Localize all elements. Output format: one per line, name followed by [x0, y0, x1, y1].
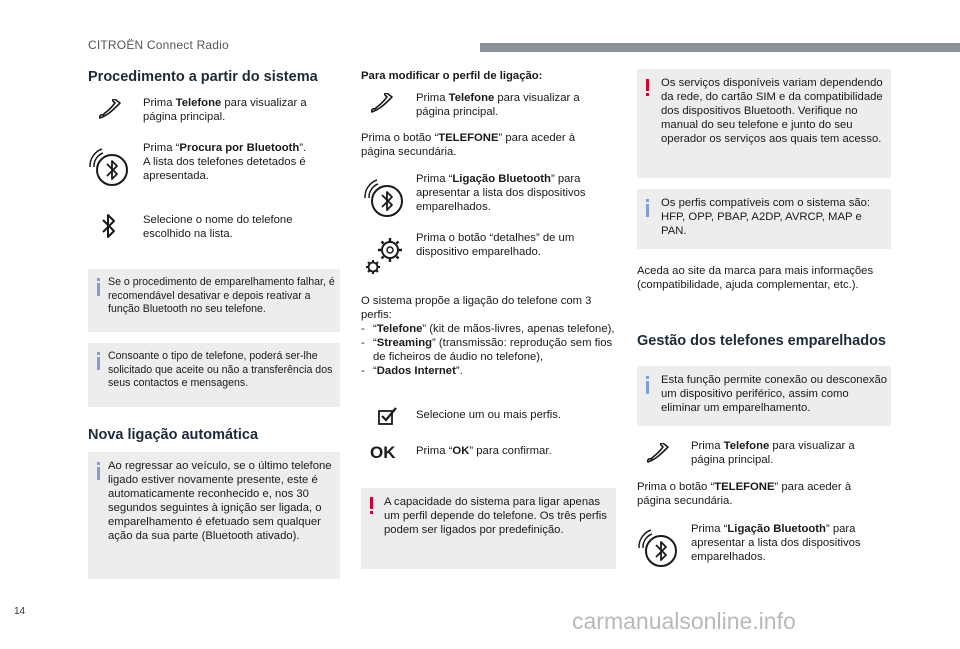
- header-bar: [480, 43, 960, 52]
- section-heading-nova-ligacao: Nova ligação automática: [88, 427, 259, 443]
- list-item: - “Telefone” (kit de mãos-livres, apenas telefone),: [361, 323, 615, 335]
- profile-list: [361, 322, 621, 378]
- info-note: Consoante o tipo de telefone, poderá ser-lhe solicitado que aceite ou não a transferência dos seus contactos e mensagens.: [88, 343, 340, 407]
- page-number: 14: [14, 606, 26, 617]
- list-item: - “Dados Internet”.: [361, 365, 463, 377]
- page-header-title: CITROËN Connect Radio: [88, 38, 229, 52]
- info-note: Esta função permite conexão ou desconexão um dispositivo periférico, assim como eliminar um emparelhamento.: [637, 366, 891, 426]
- instruction-text: Prima Telefone para visualizar a página principal.: [416, 92, 580, 118]
- instruction-text: Prima “Procura por Bluetooth”. A lista dos telefones detetados é apresentada.: [143, 142, 307, 182]
- instruction-text: Prima o botão “detalhes” de um dispositivo emparelhado.: [416, 232, 575, 258]
- info-note: Ao regressar ao veículo, se o último telefone ligado estiver novamente presente, este é automaticamente reconhecido e, nos 30 segundos seguintes à ignição ser ligada, o emparelhamento é efetuado sem qualquer ação da sua parte (Bluetooth ativado).: [88, 452, 340, 579]
- watermark: carmanualsonline.info: [572, 608, 796, 634]
- phone-handset-icon: [369, 93, 395, 115]
- instruction-text: Prima “OK” para confirmar.: [416, 445, 552, 457]
- instruction-text: Prima Telefone para visualizar a página principal.: [143, 97, 307, 123]
- section-heading-procedimento: Procedimento a partir do sistema: [88, 69, 318, 85]
- list-item: - “Streaming” (transmissão: reprodução sem fios de ficheiros de áudio no telefone),: [361, 337, 613, 363]
- instruction-text: Selecione um ou mais perfis.: [416, 409, 562, 421]
- bluetooth-connect-icon: [363, 174, 403, 218]
- bluetooth-search-icon: [88, 143, 128, 187]
- ok-icon: OK: [370, 443, 396, 462]
- checkbox-icon: [376, 405, 398, 427]
- body-paragraph: Prima o botão “TELEFONE” para aceder à página secundária.: [637, 481, 852, 507]
- instruction-text: Prima Telefone para visualizar a página principal.: [691, 440, 855, 466]
- instruction-text: Selecione o nome do telefone escolhido na lista.: [143, 214, 293, 240]
- warning-note: Os serviços disponíveis variam dependendo da rede, do cartão SIM e da compatibilidade dos dispositivos Bluetooth. Verifique no manual do seu telefone e junto do seu operador os serviços aos quais tem acesso.: [637, 69, 891, 178]
- info-note: Os perfis compatíveis com o sistema são: HFP, OPP, PBAP, A2DP, AVRCP, MAP e PAN.: [637, 189, 891, 249]
- phone-handset-icon: [645, 443, 671, 465]
- section-heading-gestao: Gestão dos telefones emparelhados: [637, 333, 886, 349]
- instruction-text: Prima “Ligação Bluetooth” para apresentar a lista dos dispositivos emparelhados.: [416, 173, 586, 213]
- subheading-modificar-perfil: Para modificar o perfil de ligação:: [361, 70, 543, 82]
- body-paragraph: O sistema propõe a ligação do telefone com 3 perfis:: [361, 295, 592, 321]
- bluetooth-connect-icon: [637, 524, 677, 568]
- instruction-text: Prima “Ligação Bluetooth” para apresentar a lista dos dispositivos emparelhados.: [691, 523, 861, 563]
- phone-handset-icon: [97, 99, 123, 121]
- gears-icon: [364, 232, 408, 276]
- info-note: Se o procedimento de emparelhamento falhar, é recomendável desativar e depois reativar a função Bluetooth no seu telefone.: [88, 269, 340, 332]
- body-paragraph: Prima o botão “TELEFONE” para aceder à página secundária.: [361, 132, 576, 158]
- bluetooth-icon: [101, 212, 117, 240]
- warning-note: A capacidade do sistema para ligar apenas um perfil depende do telefone. Os três perfis podem ser ligados por predefinição.: [361, 488, 616, 569]
- body-paragraph: Aceda ao site da marca para mais informações (compatibilidade, ajuda complementar, etc.).: [637, 265, 874, 291]
